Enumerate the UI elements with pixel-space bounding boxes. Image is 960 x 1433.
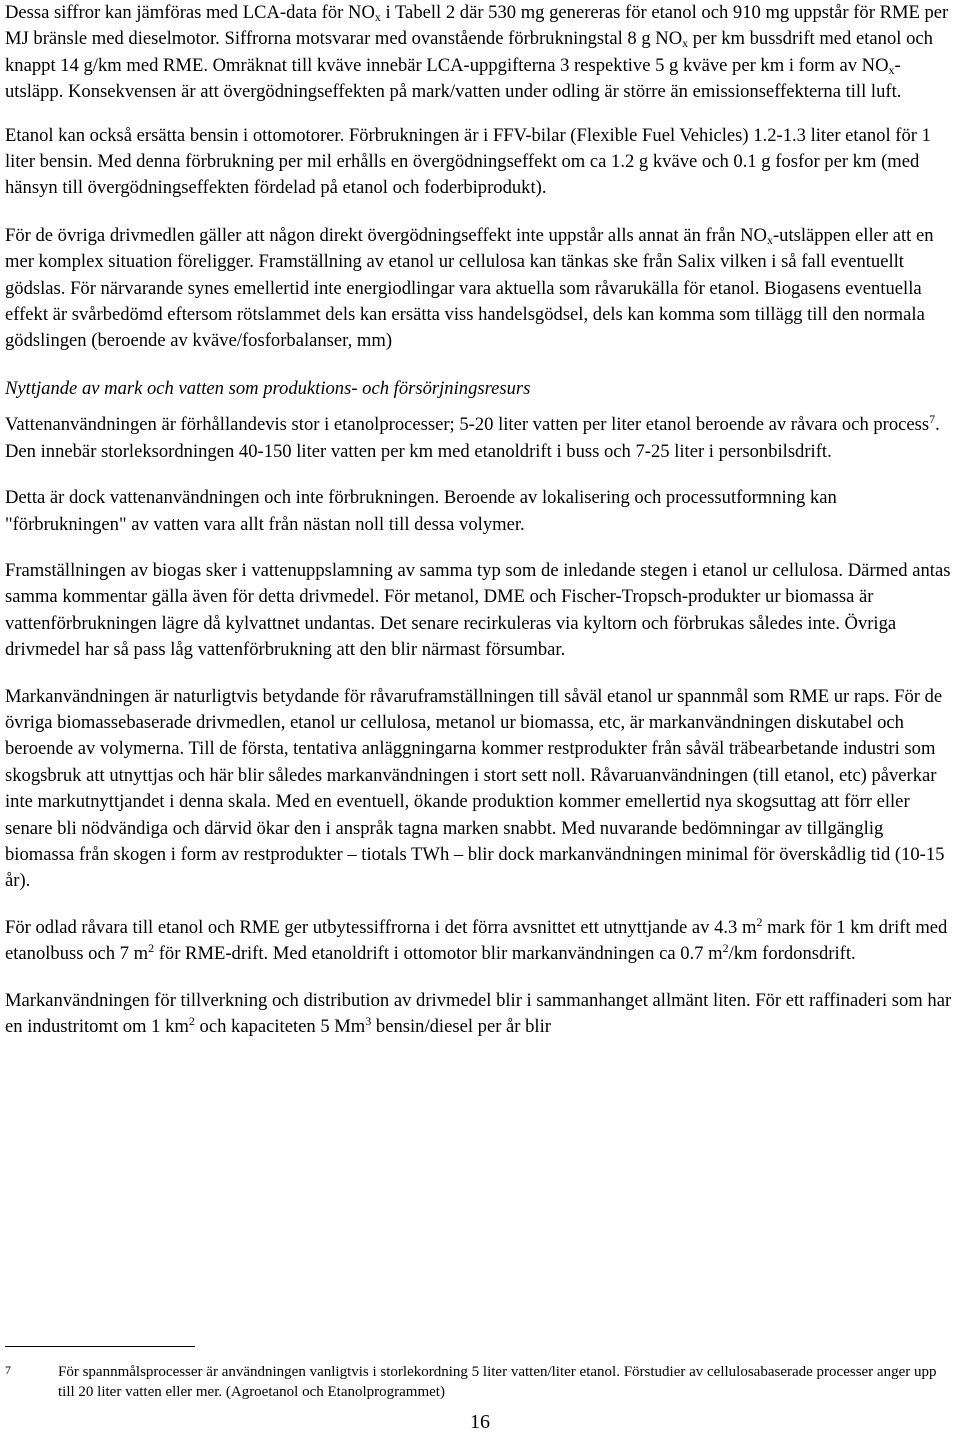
paragraph-ovriga-drivmedel xyxy=(5,223,957,355)
subscript: x xyxy=(374,10,381,24)
footnote-divider xyxy=(5,1346,195,1347)
text: i Tabell 2 där 530 mg genereras för etanol och 910 mg uppstår för RME per MJ bränsle med dieselmotor. Siffrorna motsvarar med ovanstående förbrukningstal 8 g NO xyxy=(5,2,949,50)
paragraph-nox-comparison xyxy=(5,0,957,106)
subscript: x xyxy=(888,62,895,77)
section-heading: Nyttjande av mark och vatten som produktions- och försörjningsresurs xyxy=(5,377,531,399)
paragraph-markanvandning: Markanvändningen är naturligtvis betydande för råvaruframställningen till såväl etanol ur spannmål som RME ur raps. För de övriga biomassebaserade drivmedlen, etanol ur cellulosa, metanol ur biomassa, etc, är markanvändningen diskutabel och beroende av volymerna. Till de första, tentativa anläggningarna kommer restprodukter från såväl träbearbetande industri som skogsbruk att utnyttjas och här blir således markanvändningen i stort sett noll. Råvaruanvändningen (till etanol, etc) påverkar inte markutnyttjandet i denna skala. Med en eventuell, ökande produktion kommer emellertid nya skogsuttag att förr eller senare bli nödvändiga och därvid ökar den i anspråk tagna marken snabbt. Med nuvarande bedömningar av tillgänglig biomassa från skogen i form av restprodukter – tiotals TWh – blir dock markanvändningen minimal för överskådlig tid (10-15 år). xyxy=(5,685,945,892)
superscript: 2 xyxy=(756,914,763,929)
text: mark för 1 km drift med etanolbuss och 7 m xyxy=(5,916,948,965)
paragraph-vattenanvandning xyxy=(5,412,957,465)
text: Markanvändningen för tillverkning och distribution av drivmedel blir i sammanhanget allmänt liten. För ett raffinaderi som har en industritomt om 1 km xyxy=(5,989,952,1037)
paragraph-biogas: Framställningen av biogas sker i vattenuppslamning av samma typ som de inledande stegen i etanol ur cellulosa. Därmed antas samma kommentar gälla även för detta drivmedel. För metanol, DME och Fischer-Tropsch-produkter ur biomassa är vattenförbrukningen lägre då kylvattnet undantas. Det senare recirkuleras via kyltorn och förbrukas således inte. Övriga drivmedel har så pass låg vattenförbrukning att den blir närmast försumbar. xyxy=(5,559,951,661)
footnote-text: För spannmålsprocesser är användningen vanligtvis i storlekordning 5 liter vatten/liter etanol. Förstudier av cellulosabaserade processer anger upp till 20 liter vatten eller mer. (Agroetanol och Etanolprogrammet) xyxy=(58,1364,937,1400)
text: . Den innebär storleksordningen 40-150 liter vatten per km med etanoldrift i buss och 7-25 liter i personbilsdrift. xyxy=(5,414,940,462)
text: För odlad råvara till etanol och RME ger utbytessiffrorna i det förra avsnittet ett utnyttjande av 4.3 m xyxy=(5,916,757,938)
text: -utsläppen eller att en mer komplex situation föreligger. Framställning av etanol ur cellulosa kan tänkas ske från Salix vilken i så fall eventuellt gödslas. För närvarande synes emellertid inte energiodlingar vara aktuella som råvarukälla för etanol. Biogasens eventuella effekt är svårbedömd eftersom rötslammet dels kan ersätta viss handelsgödsel, dels kan komma som tillägg till den normala gödslingen (beroende av kväve/fosforbalanser, mm) xyxy=(5,224,934,352)
text: -utsläpp. Konsekvensen är att övergödningseffekten på mark/vatten under odling är större än emissionseffekterna till luft. xyxy=(5,54,902,103)
text: per km bussdrift med etanol och knappt 14 g/km med RME. Omräknat till kväve innebär LCA-uppgifterna 3 respektive 5 g kväve per km i form av NO xyxy=(5,28,933,76)
footnote-reference: 7 xyxy=(929,412,936,427)
paragraph-etanol-ottomotor: Etanol kan också ersätta bensin i ottomotorer. Förbrukningen är i FFV-bilar (Flexible Fuel Vehicles) 1.2-1.3 liter etanol för 1 liter bensin. Med denna förbrukning per mil erhålls en övergödningseffekt om ca 1.2 g kväve och 0.1 g fosfor per km (med hänsyn till övergödningseffekten fördelad på etanol och foderbiprodukt). xyxy=(5,124,931,199)
superscript: 2 xyxy=(722,941,729,956)
text: för RME-drift. Med etanoldrift i ottomotor blir markanvändningen ca 0.7 m xyxy=(154,943,723,965)
text: bensin/diesel per år blir xyxy=(371,1016,551,1037)
paragraph-forbrukning: Detta är dock vattenanvändningen och inte förbrukningen. Beroende av lokalisering och processutformning kan "förbrukningen" av vatten vara allt från nästan noll till dessa volymer. xyxy=(5,487,837,535)
text: och kapaciteten 5 Mm xyxy=(194,1016,366,1037)
superscript: 3 xyxy=(365,1014,372,1028)
text: Vattenanvändningen är förhållandevis stor i etanolprocesser; 5-20 liter vatten per liter etanol beroende av råvara och process xyxy=(5,414,930,436)
paragraph-odlad-ravara xyxy=(5,915,957,968)
footnote-number: 7 xyxy=(5,1363,11,1377)
text: /km fordonsdrift. xyxy=(728,943,856,965)
subscript: x xyxy=(766,232,773,247)
page-number: 16 xyxy=(470,1411,490,1433)
superscript: 2 xyxy=(148,941,155,956)
subscript: x xyxy=(682,36,689,51)
document-page xyxy=(5,0,957,1040)
text: För de övriga drivmedlen gäller att någon direkt övergödningseffekt inte uppstår alls annat än från NO xyxy=(5,224,767,246)
superscript: 2 xyxy=(188,1014,195,1028)
paragraph-tillverkning-distribution xyxy=(5,988,957,1041)
text: Dessa siffror kan jämföras med LCA-data för NO xyxy=(5,2,375,23)
